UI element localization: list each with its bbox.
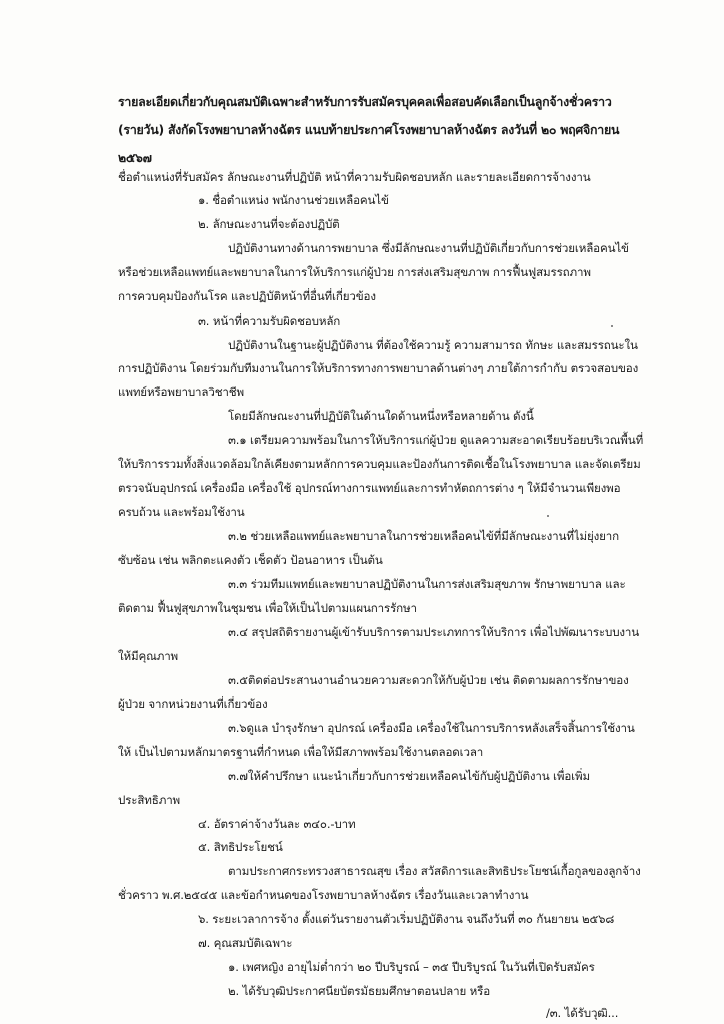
section-2-line: ปฏิบัติงานทางด้านการพยาบาล ซึ่งมีลักษณะงานที่ปฏิบัติเกี่ยวกับการช่วยเหลือคนไข้ [228,241,629,255]
section-2-line: หรือช่วยเหลือแพทย์และพยาบาลในการให้บริการแก่ผู้ป่วย การส่งเสริมสุขภาพ การฟื้นฟูสมรรถภาพ [118,265,591,279]
continuation-note: /๓. ได้รับวุฒิ... [546,1006,619,1020]
title-line-2: (รายวัน) สังกัดโรงพยาบาลห้างฉัตร แนบท้ายประกาศโรงพยาบาลห้างฉัตร ลงวันที่ ๒๐ พฤศจิกายน [118,122,620,137]
section-1-position-name: ๑. ชื่อตำแหน่ง พนักงานช่วยเหลือคนไข้ [198,193,389,207]
section-2-line: การควบคุมป้องกันโรค และปฏิบัติหน้าที่อื่นที่เกี่ยวข้อง [118,289,376,303]
intro-text: ชื่อตำแหน่งที่รับสมัคร ลักษณะงานที่ปฏิบัติ หน้าที่ความรับผิดชอบหลัก และรายละเอียดการจ้างงาน [118,170,591,184]
duty-item-3-7-cont: ประสิทธิภาพ [118,793,181,807]
duty-item-3-4: ๓.๔ สรุปสถิติรายงานผู้เข้ารับบริการตามประเภทการให้บริการ เพื่อไปพัฒนาระบบงาน [228,625,640,639]
section-3-heading: ๓. หน้าที่ความรับผิดชอบหลัก [198,314,341,328]
section-6-duration: ๖. ระยะเวลาการจ้าง ตั้งแต่วันรายงานตัวเริ่มปฏิบัติงาน จนถึงวันที่ ๓๐ กันยายน ๒๕๖๘ [198,912,615,926]
duty-item-3-3-cont: ติดตาม ฟื้นฟูสุขภาพในชุมชน เพื่อให้เป็นไปตามแผนการรักษา [118,601,417,615]
section-3-line: การปฏิบัติงาน โดยร่วมกับทีมงานในการให้บริการทางการพยาบาลด้านต่างๆ ภายใต้การกำกับ ตรวจสอบของ [118,361,639,375]
duty-item-3-7: ๓.๗ให้คำปรึกษา แนะนำเกี่ยวกับการช่วยเหลือคนไข้กับผู้ปฏิบัติงาน เพื่อเพิ่ม [228,769,590,783]
duty-item-3-2-cont: ซับซ้อน เช่น พลิกตะแคงตัว เช็ดตัว ป้อนอาหาร เป็นต้น [118,553,383,567]
duty-item-3-1-cont: ตรวจนับอุปกรณ์ เครื่องมือ เครื่องใช้ อุปกรณ์ทางการแพทย์และการทำหัตถการต่าง ๆ ให้มีจำนวนเพียงพอ [118,481,621,495]
section-5-line: ชั่วคราว พ.ศ.๒๕๔๕ และข้อกำหนดของโรงพยาบาลห้างฉัตร เรื่องวันและเวลาทำงาน [118,888,529,902]
duty-item-3-1-cont: ครบถ้วน และพร้อมใช้งาน [118,505,245,519]
section-2-heading: ๒. ลักษณะงานที่จะต้องปฏิบัติ [198,217,340,231]
duty-item-3-3: ๓.๓ ร่วมทีมแพทย์และพยาบาลปฏิบัติงานในการส่งเสริมสุขภาพ รักษาพยาบาล และ [228,577,626,591]
section-4-wage: ๔. อัตราค่าจ้างวันละ ๓๔๐.-บาท [198,817,356,831]
scan-speck [611,325,613,327]
qualification-item-2: ๒. ได้รับวุฒิประกาศนียบัตรมัธยมศึกษาตอนปลาย หรือ [228,984,491,998]
duty-item-3-5-cont: ผู้ป่วย จากหน่วยงานที่เกี่ยวข้อง [118,697,268,711]
qualification-item-1: ๑. เพศหญิง อายุไม่ต่ำกว่า ๒๐ ปีบริบูรณ์ – ๓๕ ปีบริบูรณ์ ในวันที่เปิดรับสมัคร [228,960,595,974]
scan-speck [547,515,549,517]
title-line-3: ๒๕๖๗ [118,150,152,165]
duty-item-3-1: ๓.๑ เตรียมความพร้อมในการให้บริการแก่ผู้ป่วย ดูแลความสะอาดเรียบร้อยบริเวณพื้นที่ [228,433,644,447]
duty-item-3-6: ๓.๖ดูแล บำรุงรักษา อุปกรณ์ เครื่องมือ เครื่องใช้ในการบริการหลังเสร็จสิ้นการใช้งาน [228,721,635,735]
title-line-1: รายละเอียดเกี่ยวกับคุณสมบัติเฉพาะสำหรับการรับสมัครบุคคลเพื่อสอบคัดเลือกเป็นลูกจ้างชั่วคราว [118,94,612,109]
duty-item-3-6-cont: ให้ เป็นไปตามหลักมาตรฐานที่กำหนด เพื่อให้มีสภาพพร้อมใช้งานตลอดเวลา [118,745,484,759]
duty-item-3-1-cont: ให้บริการรวมทั้งสิ่งแวดล้อมใกล้เคียงตามหลักการควบคุมและป้องกันการติดเชื้อในโรงพยาบาล และจัดเตรียม [118,457,641,471]
duty-item-3-2: ๓.๒ ช่วยเหลือแพทย์และพยาบาลในการช่วยเหลือคนไข้ที่มีลักษณะงานที่ไม่ยุ่งยาก [228,529,620,543]
duty-item-3-4-cont: ให้มีคุณภาพ [118,649,179,663]
section-5-heading: ๕. สิทธิประโยชน์ [198,840,283,854]
duty-item-3-5: ๓.๕ติดต่อประสานงานอำนวยความสะดวกให้กับผู้ป่วย เช่น ติดตามผลการรักษาของ [228,673,629,687]
section-3-line: โดยมีลักษณะงานที่ปฏิบัติในด้านใดด้านหนึ่งหรือหลายด้าน ดังนี้ [228,409,534,423]
section-3-line: แพทย์หรือพยาบาลวิชาชีพ [118,385,245,399]
section-3-line: ปฏิบัติงานในฐานะผู้ปฏิบัติงาน ที่ต้องใช้ความรู้ ความสามารถ ทักษะ และสมรรถนะใน [228,338,638,352]
section-7-heading: ๗. คุณสมบัติเฉพาะ [198,936,293,950]
section-5-line: ตามประกาศกระทรวงสาธารณสุข เรื่อง สวัสดิการและสิทธิประโยชน์เกื้อกูลของลูกจ้าง [228,864,641,878]
